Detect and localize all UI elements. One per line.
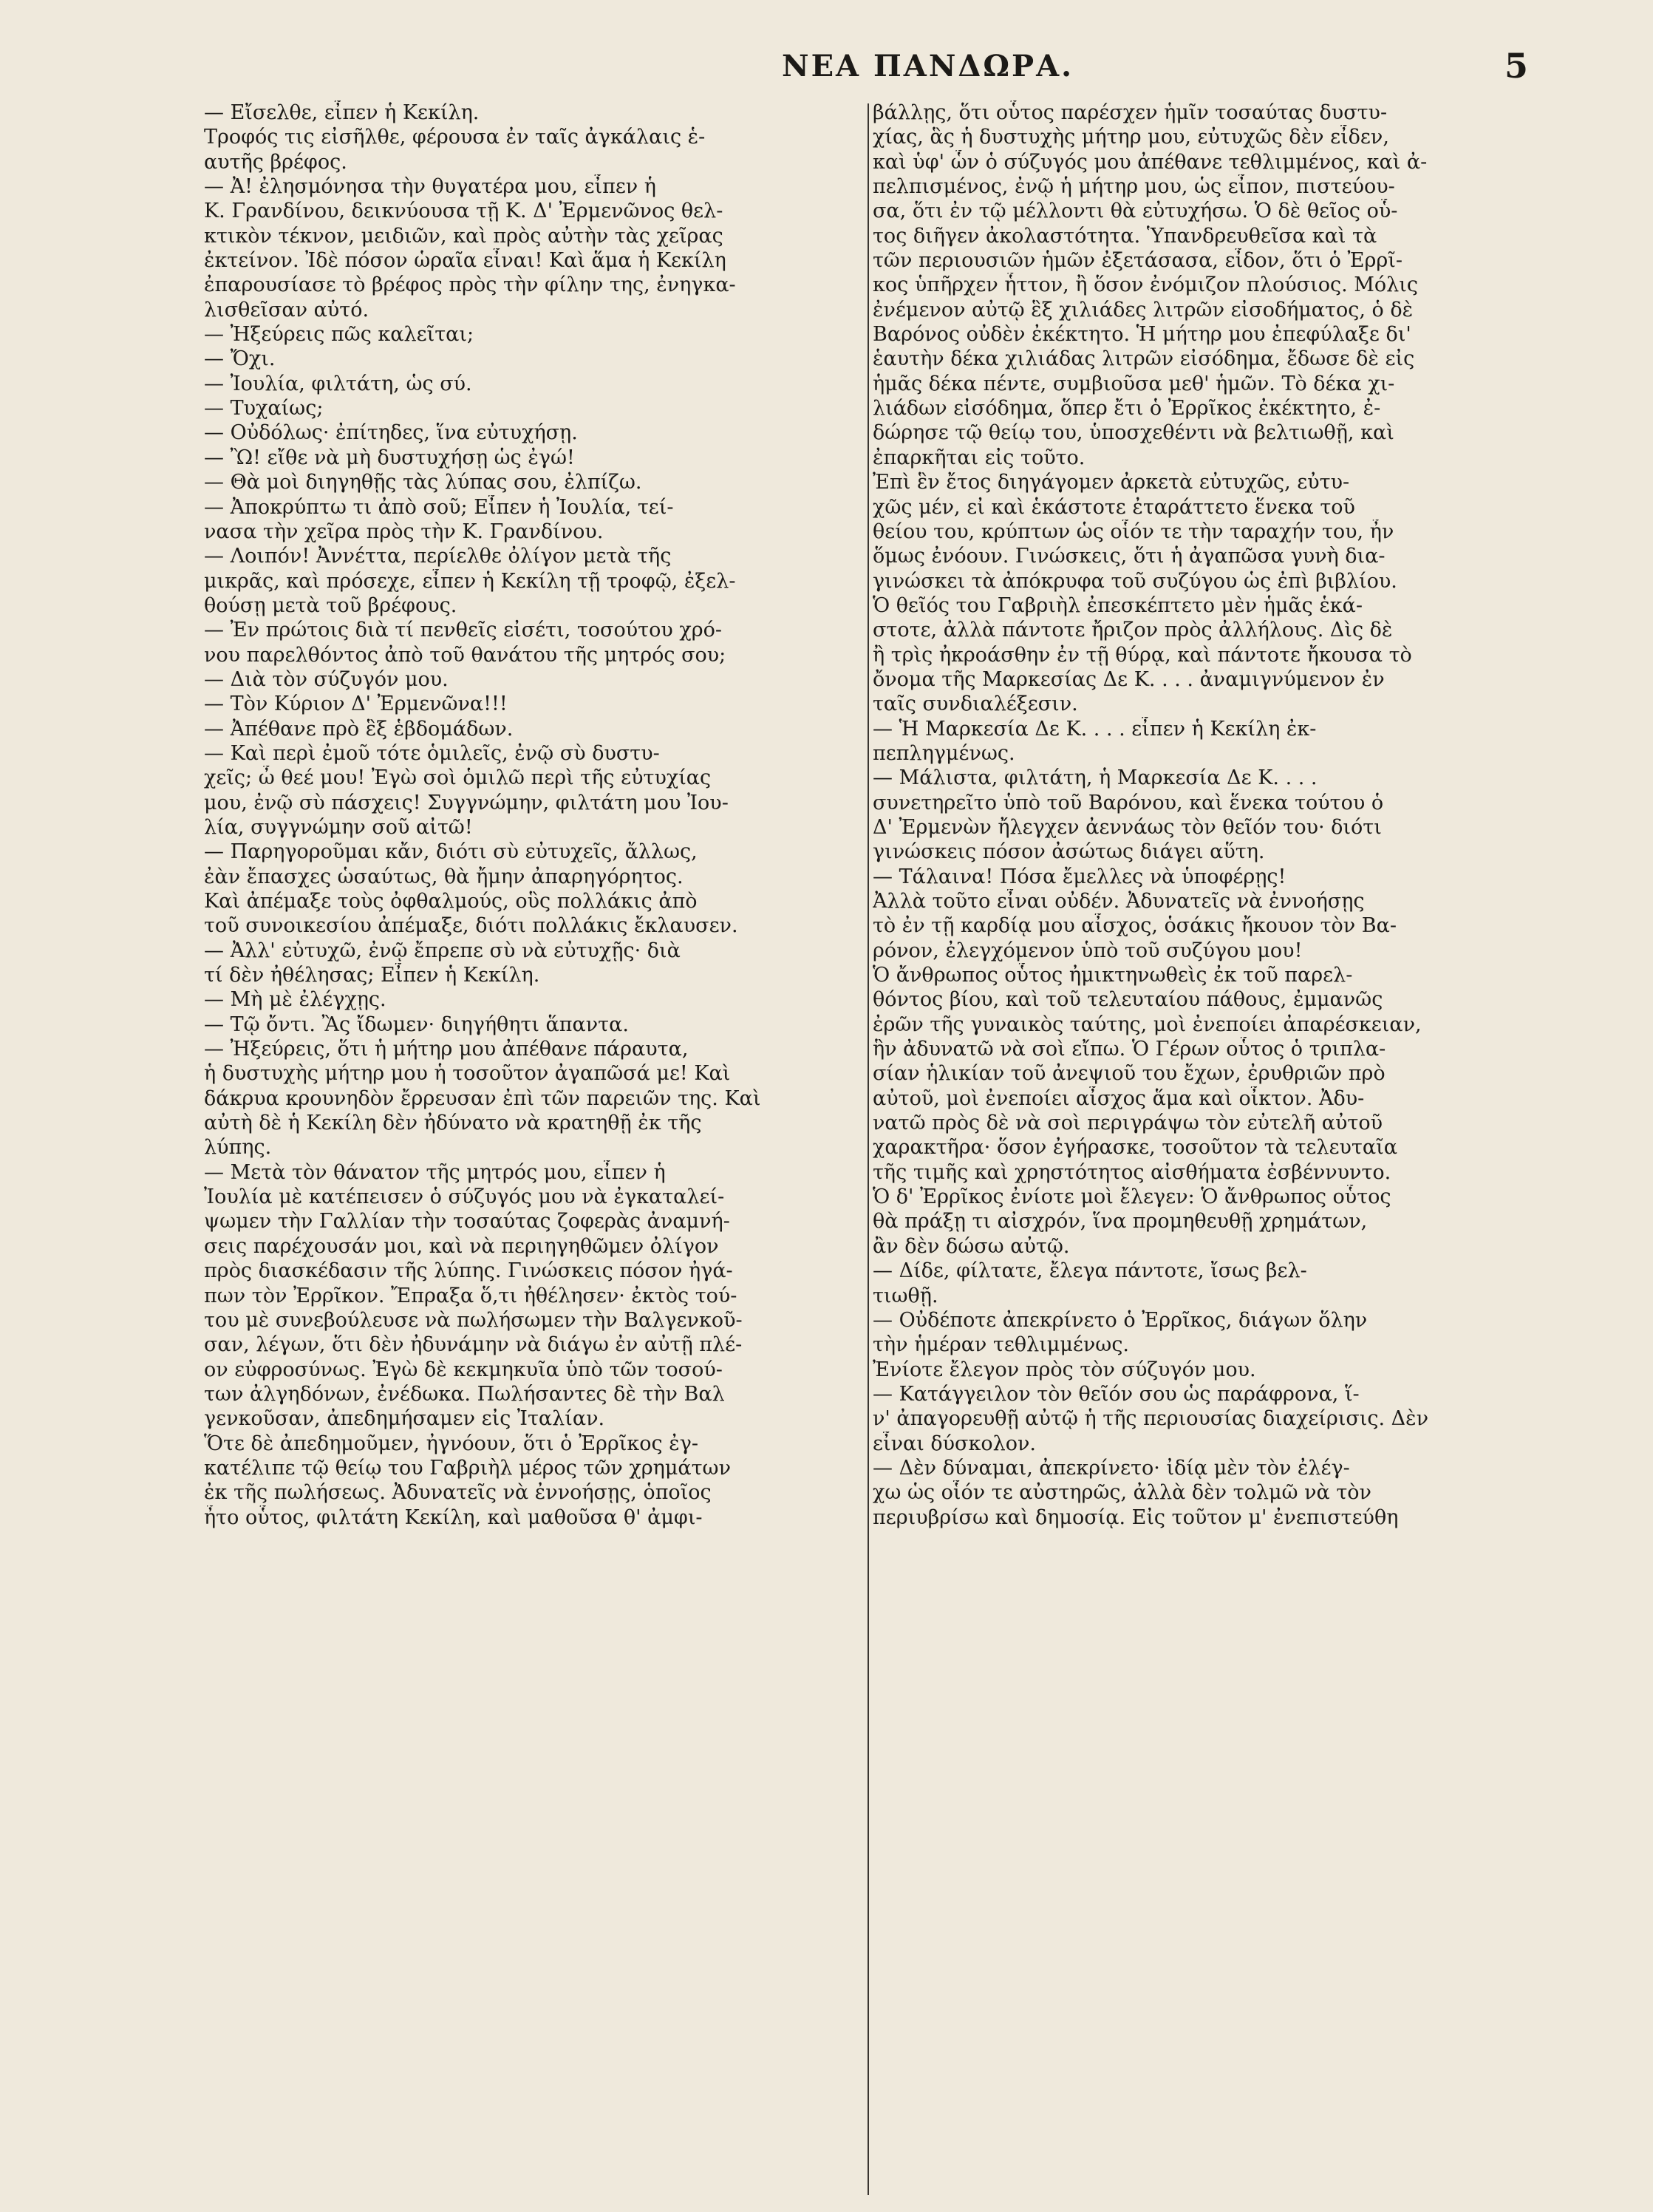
text-line: νου παρελθόντος ἀπὸ τοῦ θανάτου τῆς μητρός σου; xyxy=(204,643,726,667)
text-line: ρόνον, ἐλεγχόμενον ὑπὸ τοῦ συζύγου μου! xyxy=(873,939,1303,962)
text-line: περιυβρίσω καὶ δημοσίᾳ. Εἰς τοῦτον μ' ἐνεπιστεύθη xyxy=(873,1505,1399,1529)
text-line: σαν, λέγων, ὅτι δὲν ἠδυνάμην νὰ διάγω ἐν αὐτῇ πλέ- xyxy=(204,1333,743,1357)
text-line: πρὸς διασκέδασιν τῆς λύπης. Γινώσκεις πόσον ἠγά- xyxy=(204,1259,733,1283)
text-line: — Τάλαινα! Πόσα ἔμελλες νὰ ὑποφέρῃς! xyxy=(873,865,1286,888)
text-line: λισθεῖσαν αὐτό. xyxy=(204,298,369,321)
text-line: των ἀλγηδόνων, ἐνέδωκα. Πωλήσαντες δὲ τὴν Βαλ xyxy=(204,1382,725,1406)
text-line: Ὁ δ' Ἐρρῖκος ἐνίοτε μοὶ ἔλεγεν: Ὁ ἄνθρωπος οὗτος xyxy=(873,1185,1391,1209)
text-line: αυτῆς βρέφος. xyxy=(204,150,347,174)
text-line: — Ἠξεύρεις πῶς καλεῖται; xyxy=(204,323,474,347)
text-line: ἐὰν ἔπασχες ὡσαύτως, θὰ ἤμην ἀπαρηγόρητος. xyxy=(204,865,684,888)
text-line: ἣν ἀδυνατῶ νὰ σοὶ εἴπω. Ὁ Γέρων οὗτος ὁ τριπλα- xyxy=(873,1038,1386,1061)
text-line: — Θὰ μοὶ διηγηθῇς τὰς λύπας σου, ἐλπίζω. xyxy=(204,471,642,494)
text-line: κτικὸν τέκνον, μειδιῶν, καὶ πρὸς αὐτὴν τὰς χεῖρας xyxy=(204,224,723,248)
text-line: Δ' Ἐρμενὼν ἤλεγχεν ἀεννάως τὸν θεῖόν του· διότι xyxy=(873,815,1382,839)
text-line: αὐτοῦ, μοὶ ἐνεποίει αἶσχος ἅμα καὶ οἶκτον. Ἀδυ- xyxy=(873,1086,1365,1110)
text-line: δάκρυα κρουνηδὸν ἔρρευσαν ἐπὶ τῶν παρειῶν της. Καὶ xyxy=(204,1086,761,1110)
text-line: Κ. Γρανδίνου, δεικνύουσα τῇ Κ. Δ' Ἐρμενῶνος θελ- xyxy=(204,200,723,223)
text-line: θόντος βίου, καὶ τοῦ τελευταίου πάθους, ἐμμανῶς xyxy=(873,988,1383,1012)
text-line: Ὅτε δὲ ἀπεδημοῦμεν, ἠγνόουν, ὅτι ὁ Ἐρρῖκος ἐγ- xyxy=(204,1432,698,1455)
text-line: γινώσκει τὰ ἀπόκρυφα τοῦ συζύγου ὡς ἐπὶ βιβλίου. xyxy=(873,569,1397,593)
text-line: Ἀλλὰ τοῦτο εἶναι οὐδέν. Ἀδυνατεῖς νὰ ἐννοήσῃς xyxy=(873,890,1365,913)
text-line: — Δίδε, φίλτατε, ἔλεγα πάντοτε, ἴσως βελ- xyxy=(873,1259,1307,1283)
text-line: σεις παρέχουσάν μοι, καὶ νὰ περιηγηθῶμεν ὀλίγον xyxy=(204,1234,719,1258)
text-line: τί δὲν ἠθέλησας; Εἶπεν ἡ Κεκίλη. xyxy=(204,964,540,987)
text-line: θούσῃ μετὰ τοῦ βρέφους. xyxy=(204,593,457,617)
text-line: τοῦ συνοικεσίου ἀπέμαξε, διότι πολλάκις ἔκλαυσεν. xyxy=(204,914,738,938)
text-line: εἶναι δύσκολον. xyxy=(873,1432,1036,1455)
text-line: χίας, ἃς ἡ δυστυχὴς μήτηρ μου, εὐτυχῶς δὲν εἶδεν, xyxy=(873,126,1389,149)
text-line: πελπισμένος, ἐνῷ ἡ μήτηρ μου, ὡς εἶπον, πιστεύου- xyxy=(873,175,1395,199)
text-line: πεπληγμένως. xyxy=(873,741,1015,765)
text-line: γινώσκεις πόσον ἀσώτως διάγει αὕτη. xyxy=(873,840,1265,864)
text-line: θὰ πράξῃ τι αἰσχρόν, ἵνα προμηθευθῇ χρημάτων, xyxy=(873,1210,1368,1233)
text-line: ον εὐφροσύνως. Ἐγὼ δὲ κεκμηκυῖα ὑπὸ τῶν τοσού- xyxy=(204,1358,723,1381)
text-line: δώρησε τῷ θείῳ του, ὑποσχεθέντι νὰ βελτιωθῇ, καὶ xyxy=(873,421,1394,445)
text-line: νασα τὴν χεῖρα πρὸς τὴν Κ. Γρανδίνου. xyxy=(204,520,604,543)
text-line: — Ὢ! εἴθε νὰ μὴ δυστυχήσῃ ὡς ἐγώ! xyxy=(204,446,575,469)
text-line: ν' ἀπαγορευθῇ αὐτῷ ἡ τῆς περιουσίας διαχείρισις. Δὲν xyxy=(873,1407,1429,1431)
text-line: ἐκτείνον. Ἰδὲ πόσον ὡραῖα εἶναι! Καὶ ἅμα ἡ Κεκίλη xyxy=(204,249,726,273)
text-line: τὴν ἡμέραν τεθλιμμένως. xyxy=(873,1333,1130,1357)
text-line: — Ἀπέθανε πρὸ ἓξ ἑβδομάδων. xyxy=(204,717,514,741)
text-line: ψωμεν τὴν Γαλλίαν τὴν τοσαύτας ζοφερὰς ἀναμνή- xyxy=(204,1210,730,1233)
text-line: Ἰουλία μὲ κατέπεισεν ὁ σύζυγός μου νὰ ἐγκαταλεί- xyxy=(204,1185,725,1209)
text-line: Ὁ ἄνθρωπος οὗτος ἠμικτηνωθεὶς ἐκ τοῦ παρελ- xyxy=(873,964,1353,987)
text-line: — Λοιπόν! Ἀννέττα, περίελθε ὀλίγον μετὰ τῆς xyxy=(204,545,672,568)
text-line: — Παρηγοροῦμαι κἄν, διότι σὺ εὐτυχεῖς, ἄλλως, xyxy=(204,840,698,864)
text-line: — Μετὰ τὸν θάνατον τῆς μητρός μου, εἶπεν ἡ xyxy=(204,1160,666,1184)
text-line: ἐνέμενον αὐτῷ ἓξ χιλιάδες λιτρῶν εἰσοδήματος, ὁ δὲ xyxy=(873,298,1414,321)
text-line: Τροφός τις εἰσῆλθε, φέρουσα ἐν ταῖς ἀγκάλαις ἑ- xyxy=(204,126,706,149)
text-line: μικρᾶς, καὶ πρόσεχε, εἶπεν ἡ Κεκίλη τῇ τροφῷ, ἐξελ- xyxy=(204,569,736,593)
text-line: ἐρῶν τῆς γυναικὸς ταύτης, μοὶ ἐνεποίει ἀπαρέσκειαν, xyxy=(873,1013,1422,1036)
text-line: — Ἡ Μαρκεσία Δε Κ. . . . εἶπεν ἡ Κεκίλη ἐκ- xyxy=(873,717,1317,741)
text-line: ἂν δὲν δώσω αὐτῷ. xyxy=(873,1234,1070,1258)
text-line: σίαν ἡλικίαν τοῦ ἀνεψιοῦ του ἔχων, ἐρυθριῶν πρὸ xyxy=(873,1062,1386,1086)
text-line: βάλλῃς, ὅτι οὗτος παρέσχεν ἡμῖν τοσαύτας δυστυ- xyxy=(873,101,1388,124)
text-line: νατῶ πρὸς δὲ νὰ σοὶ περιγράψω τὸν εὐτελῆ αὐτοῦ xyxy=(873,1112,1383,1135)
text-line: — Οὐδέποτε ἀπεκρίνετο ὁ Ἐρρῖκος, διάγων ὅλην xyxy=(873,1308,1368,1332)
journal-title: ΝΕΑ ΠΑΝΔΩΡΑ. xyxy=(782,49,1074,84)
text-line: — Τῷ ὄντι. Ἂς ἴδωμεν· διηγήθητι ἅπαντα. xyxy=(204,1013,629,1036)
text-line: ἑαυτὴν δέκα χιλιάδας λιτρῶν εἰσόδημα, ἔδωσε δὲ εἰς xyxy=(873,347,1415,371)
text-line: Βαρόνος οὐδὲν ἐκέκτητο. Ἡ μήτηρ μου ἐπεφύλαξε δι' xyxy=(873,323,1411,347)
text-line: τῆς τιμῆς καὶ χρηστότητος αἰσθήματα ἐσβέννυντο. xyxy=(873,1160,1391,1184)
column-divider xyxy=(868,103,869,2195)
text-line: — Ἰουλία, φιλτάτη, ὡς σύ. xyxy=(204,372,472,395)
text-line: τιωθῇ. xyxy=(873,1284,938,1307)
text-line: λιάδων εἰσόδημα, ὅπερ ἔτι ὁ Ἐρρῖκος ἐκέκτητο, ἐ- xyxy=(873,397,1381,421)
text-line: καὶ ὑφ' ὧν ὁ σύζυγός μου ἀπέθανε τεθλιμμένος, καὶ ἀ- xyxy=(873,150,1428,174)
text-line: χαρακτῆρα· ὅσον ἐγήρασκε, τοσοῦτον τὰ τελευταῖα xyxy=(873,1136,1397,1160)
text-line: ἐπαρκῆται εἰς τοῦτο. xyxy=(873,446,1085,469)
text-line: ἡμᾶς δέκα πέντε, συμβιοῦσα μεθ' ἡμῶν. Τὸ δέκα χι- xyxy=(873,372,1395,395)
text-line: — Διὰ τὸν σύζυγόν μου. xyxy=(204,667,449,691)
text-line: χω ὡς οἷόν τε αὐστηρῶς, ἀλλὰ δὲν τολμῶ νὰ τὸν xyxy=(873,1481,1371,1505)
text-line: κατέλιπε τῷ θείῳ του Γαβριὴλ μέρος τῶν χρημάτων xyxy=(204,1456,731,1480)
text-line: λία, συγγνώμην σοῦ αἰτῶ! xyxy=(204,815,473,839)
text-line: Ἐπὶ ἓν ἔτος διηγάγομεν ἀρκετὰ εὐτυχῶς, εὐτυ- xyxy=(873,471,1350,494)
text-line: — Ὄχι. xyxy=(204,347,276,371)
text-line: αὐτὴ δὲ ἡ Κεκίλη δὲν ἠδύνατο νὰ κρατηθῇ ἐκ τῆς xyxy=(204,1112,702,1135)
text-line: τος διῆγεν ἀκολαστότητα. Ὑπανδρευθεῖσα καὶ τὰ xyxy=(873,224,1377,248)
text-line: — Ἀποκρύπτω τι ἀπὸ σοῦ; Εἶπεν ἡ Ἰουλία, τεί- xyxy=(204,495,674,519)
text-line: — Ἠξεύρεις, ὅτι ἡ μήτηρ μου ἀπέθανε πάραυτα, xyxy=(204,1038,689,1061)
text-line: σα, ὅτι ἐν τῷ μέλλοντι θὰ εὐτυχήσω. Ὁ δὲ θεῖος οὗ- xyxy=(873,200,1398,223)
text-line: — Μὴ μὲ ἐλέγχῃς. xyxy=(204,988,386,1012)
text-line: Ἐνίοτε ἔλεγον πρὸς τὸν σύζυγόν μου. xyxy=(873,1358,1256,1381)
text-line: — Οὐδόλως· ἐπίτηδες, ἵνα εὐτυχήσῃ. xyxy=(204,421,578,445)
page-header xyxy=(0,46,1653,90)
text-line: — Μάλιστα, φιλτάτη, ἡ Μαρκεσία Δε Κ. . . . xyxy=(873,766,1318,790)
text-line: πων τὸν Ἐρρῖκον. Ἔπραξα ὅ,τι ἠθέλησεν· ἐκτὸς τού- xyxy=(204,1284,737,1307)
text-line: ἐκ τῆς πωλήσεως. Ἀδυνατεῖς νὰ ἐννοήσῃς, ὁποῖος xyxy=(204,1481,712,1505)
text-line: — Τυχαίως; xyxy=(204,397,324,421)
text-line: του μὲ συνεβούλευσε νὰ πωλήσωμεν τὴν Βαλγενκοῦ- xyxy=(204,1308,743,1332)
text-line: — Εἴσελθε, εἶπεν ἡ Κεκίλη. xyxy=(204,101,480,124)
text-line: — Δὲν δύναμαι, ἀπεκρίνετο· ἰδίᾳ μὲν τὸν ἐλέγ- xyxy=(873,1456,1350,1480)
text-line: — Καὶ περὶ ἐμοῦ τότε ὁμιλεῖς, ἐνῷ σὺ δυστυ- xyxy=(204,741,660,765)
page-number: 5 xyxy=(1504,46,1529,86)
text-line: μου, ἐνῷ σὺ πάσχεις! Συγγνώμην, φιλτάτη μου Ἰου- xyxy=(204,791,729,814)
text-line: χῶς μέν, εἰ καὶ ἑκάστοτε ἐταράττετο ἕνεκα τοῦ xyxy=(873,495,1355,519)
text-line: ταῖς συνδιαλέξεσιν. xyxy=(873,692,1078,716)
text-line: τὸ ἐν τῇ καρδίᾳ μου αἶσχος, ὁσάκις ἤκουον τὸν Βα- xyxy=(873,914,1397,938)
text-line: — Τὸν Κύριον Δ' Ἐρμενῶνα!!! xyxy=(204,692,508,716)
text-line: ἦτο οὗτος, φιλτάτη Κεκίλη, καὶ μαθοῦσα θ' ἀμφι- xyxy=(204,1505,703,1529)
text-line: ἡ δυστυχὴς μήτηρ μου ἡ τοσοῦτον ἀγαπῶσά με! Καὶ xyxy=(204,1062,731,1086)
text-line: Καὶ ἀπέμαξε τοὺς ὀφθαλμούς, οὓς πολλάκις ἀπὸ xyxy=(204,890,698,913)
text-line: — Ἐν πρώτοις διὰ τί πενθεῖς εἰσέτι, τοσούτου χρό- xyxy=(204,619,722,642)
text-line: ὄνομα τῆς Μαρκεσίας Δε Κ. . . . ἀναμιγνύμενον ἐν xyxy=(873,667,1385,691)
text-line: γενκοῦσαν, ἀπεδημήσαμεν εἰς Ἰταλίαν. xyxy=(204,1407,605,1431)
text-line: θείου του, κρύπτων ὡς οἷόν τε τὴν ταραχήν του, ἦν xyxy=(873,520,1394,543)
text-line: ὅμως ἐνόουν. Γινώσκεις, ὅτι ἡ ἀγαπῶσα γυνὴ δια- xyxy=(873,545,1386,568)
left-column xyxy=(204,101,864,1530)
text-line: λύπης. xyxy=(204,1136,272,1160)
text-line: Ὁ θεῖός του Γαβριὴλ ἐπεσκέπτετο μὲν ἡμᾶς ἑκά- xyxy=(873,593,1363,617)
text-line: κος ὑπῆρχεν ἧττον, ἢ ὅσον ἐνόμιζον πλούσιος. Μόλις xyxy=(873,273,1418,297)
right-column xyxy=(873,101,1523,1530)
text-line: — Κατάγγειλον τὸν θεῖόν σου ὡς παράφρονα, ἵ- xyxy=(873,1382,1360,1406)
text-line: συνετηρεῖτο ὑπὸ τοῦ Βαρόνου, καὶ ἕνεκα τούτου ὁ xyxy=(873,791,1384,814)
text-line: χεῖς; ὦ θεέ μου! Ἐγὼ σοὶ ὁμιλῶ περὶ τῆς εὐτυχίας xyxy=(204,766,712,790)
text-line: τῶν περιουσιῶν ἡμῶν ἐξετάσασα, εἶδον, ὅτι ὁ Ἐρρῖ- xyxy=(873,249,1403,273)
text-line: — Ἀλλ' εὐτυχῶ, ἐνῷ ἔπρεπε σὺ νὰ εὐτυχῇς· διὰ xyxy=(204,939,681,962)
text-line: στοτε, ἀλλὰ πάντοτε ἤριζον πρὸς ἀλλήλους. Δὶς δὲ xyxy=(873,619,1393,642)
text-line: ἢ τρὶς ἠκροάσθην ἐν τῇ θύρᾳ, καὶ πάντοτε ἤκουσα τὸ xyxy=(873,643,1412,667)
text-line: — Ἀ! ἐλησμόνησα τὴν θυγατέρα μου, εἶπεν ἡ xyxy=(204,175,656,199)
text-line: ἐπαρουσίασε τὸ βρέφος πρὸς τὴν φίλην της, ἐνηγκα- xyxy=(204,273,736,297)
